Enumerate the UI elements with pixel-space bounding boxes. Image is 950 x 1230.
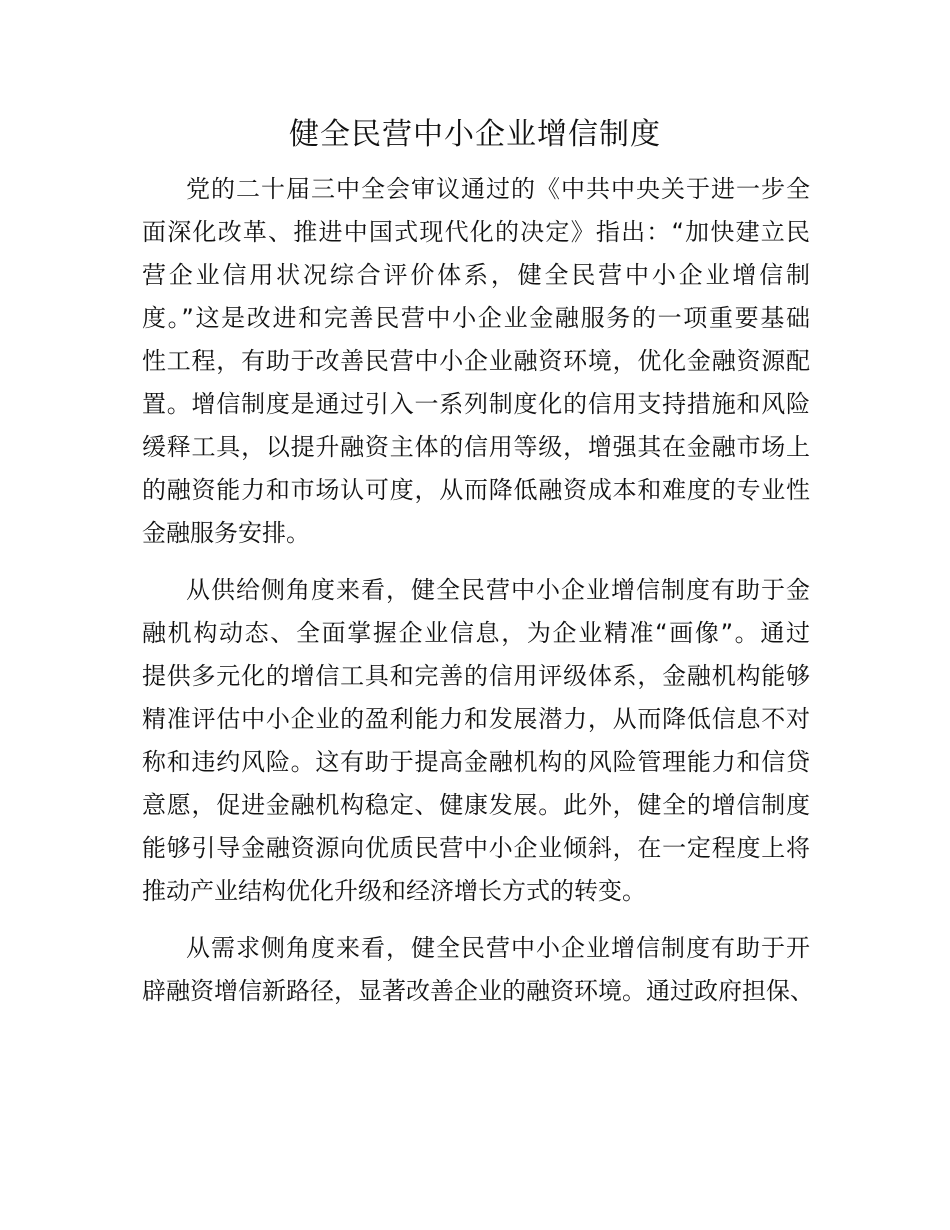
- text-line: 能够引导金融资源向优质民营中小企业倾斜，在一定程度上将: [142, 834, 810, 862]
- text-line: 的融资能力和市场认可度，从而降低融资成本和难度的专业性: [142, 476, 810, 504]
- text-line: 称和违约风险。这有助于提高金融机构的风险管理能力和信贷: [142, 748, 810, 776]
- text-line: 营企业信用状况综合评价体系，健全民营中小企业增信制: [142, 261, 810, 289]
- paragraph: [142, 927, 814, 1013]
- text-line: 党的二十届三中全会审议通过的《中共中央关于进一步全: [186, 175, 810, 203]
- document-title: 健全民营中小企业增信制度: [289, 117, 661, 152]
- text-line: 精准评估中小企业的盈利能力和发展潜力，从而降低信息不对: [142, 705, 810, 733]
- text-line: 面深化改革、推进中国式现代化的决定》指出：“加快建立民: [142, 218, 810, 246]
- text-line: 推动产业结构优化升级和经济增长方式的转变。: [142, 877, 646, 905]
- text-line: 意愿，促进金融机构稳定、健康发展。此外，健全的增信制度: [142, 791, 810, 819]
- text-line: 从需求侧角度来看，健全民营中小企业增信制度有助于开: [186, 934, 810, 962]
- text-line: 度。”这是改进和完善民营中小企业金融服务的一项重要基础: [142, 304, 810, 332]
- text-line: 从供给侧角度来看，健全民营中小企业增信制度有助于金: [186, 576, 810, 604]
- document-body: [142, 168, 814, 1027]
- text-line: 提供多元化的增信工具和完善的信用评级体系，金融机构能够: [142, 662, 810, 690]
- text-line: 金融服务安排。: [142, 519, 310, 547]
- text-line: 辟融资增信新路径，显著改善企业的融资环境。通过政府担保、: [142, 977, 814, 1005]
- paragraph: [142, 168, 810, 555]
- text-line: 缓释工具，以提升融资主体的信用等级，增强其在金融市场上: [142, 433, 810, 461]
- paragraph: [142, 569, 810, 913]
- text-line: 置。增信制度是通过引入一系列制度化的信用支持措施和风险: [142, 390, 810, 418]
- text-line: 性工程，有助于改善民营中小企业融资环境，优化金融资源配: [142, 347, 810, 375]
- text-line: 融机构动态、全面掌握企业信息，为企业精准“画像”。通过: [142, 619, 810, 647]
